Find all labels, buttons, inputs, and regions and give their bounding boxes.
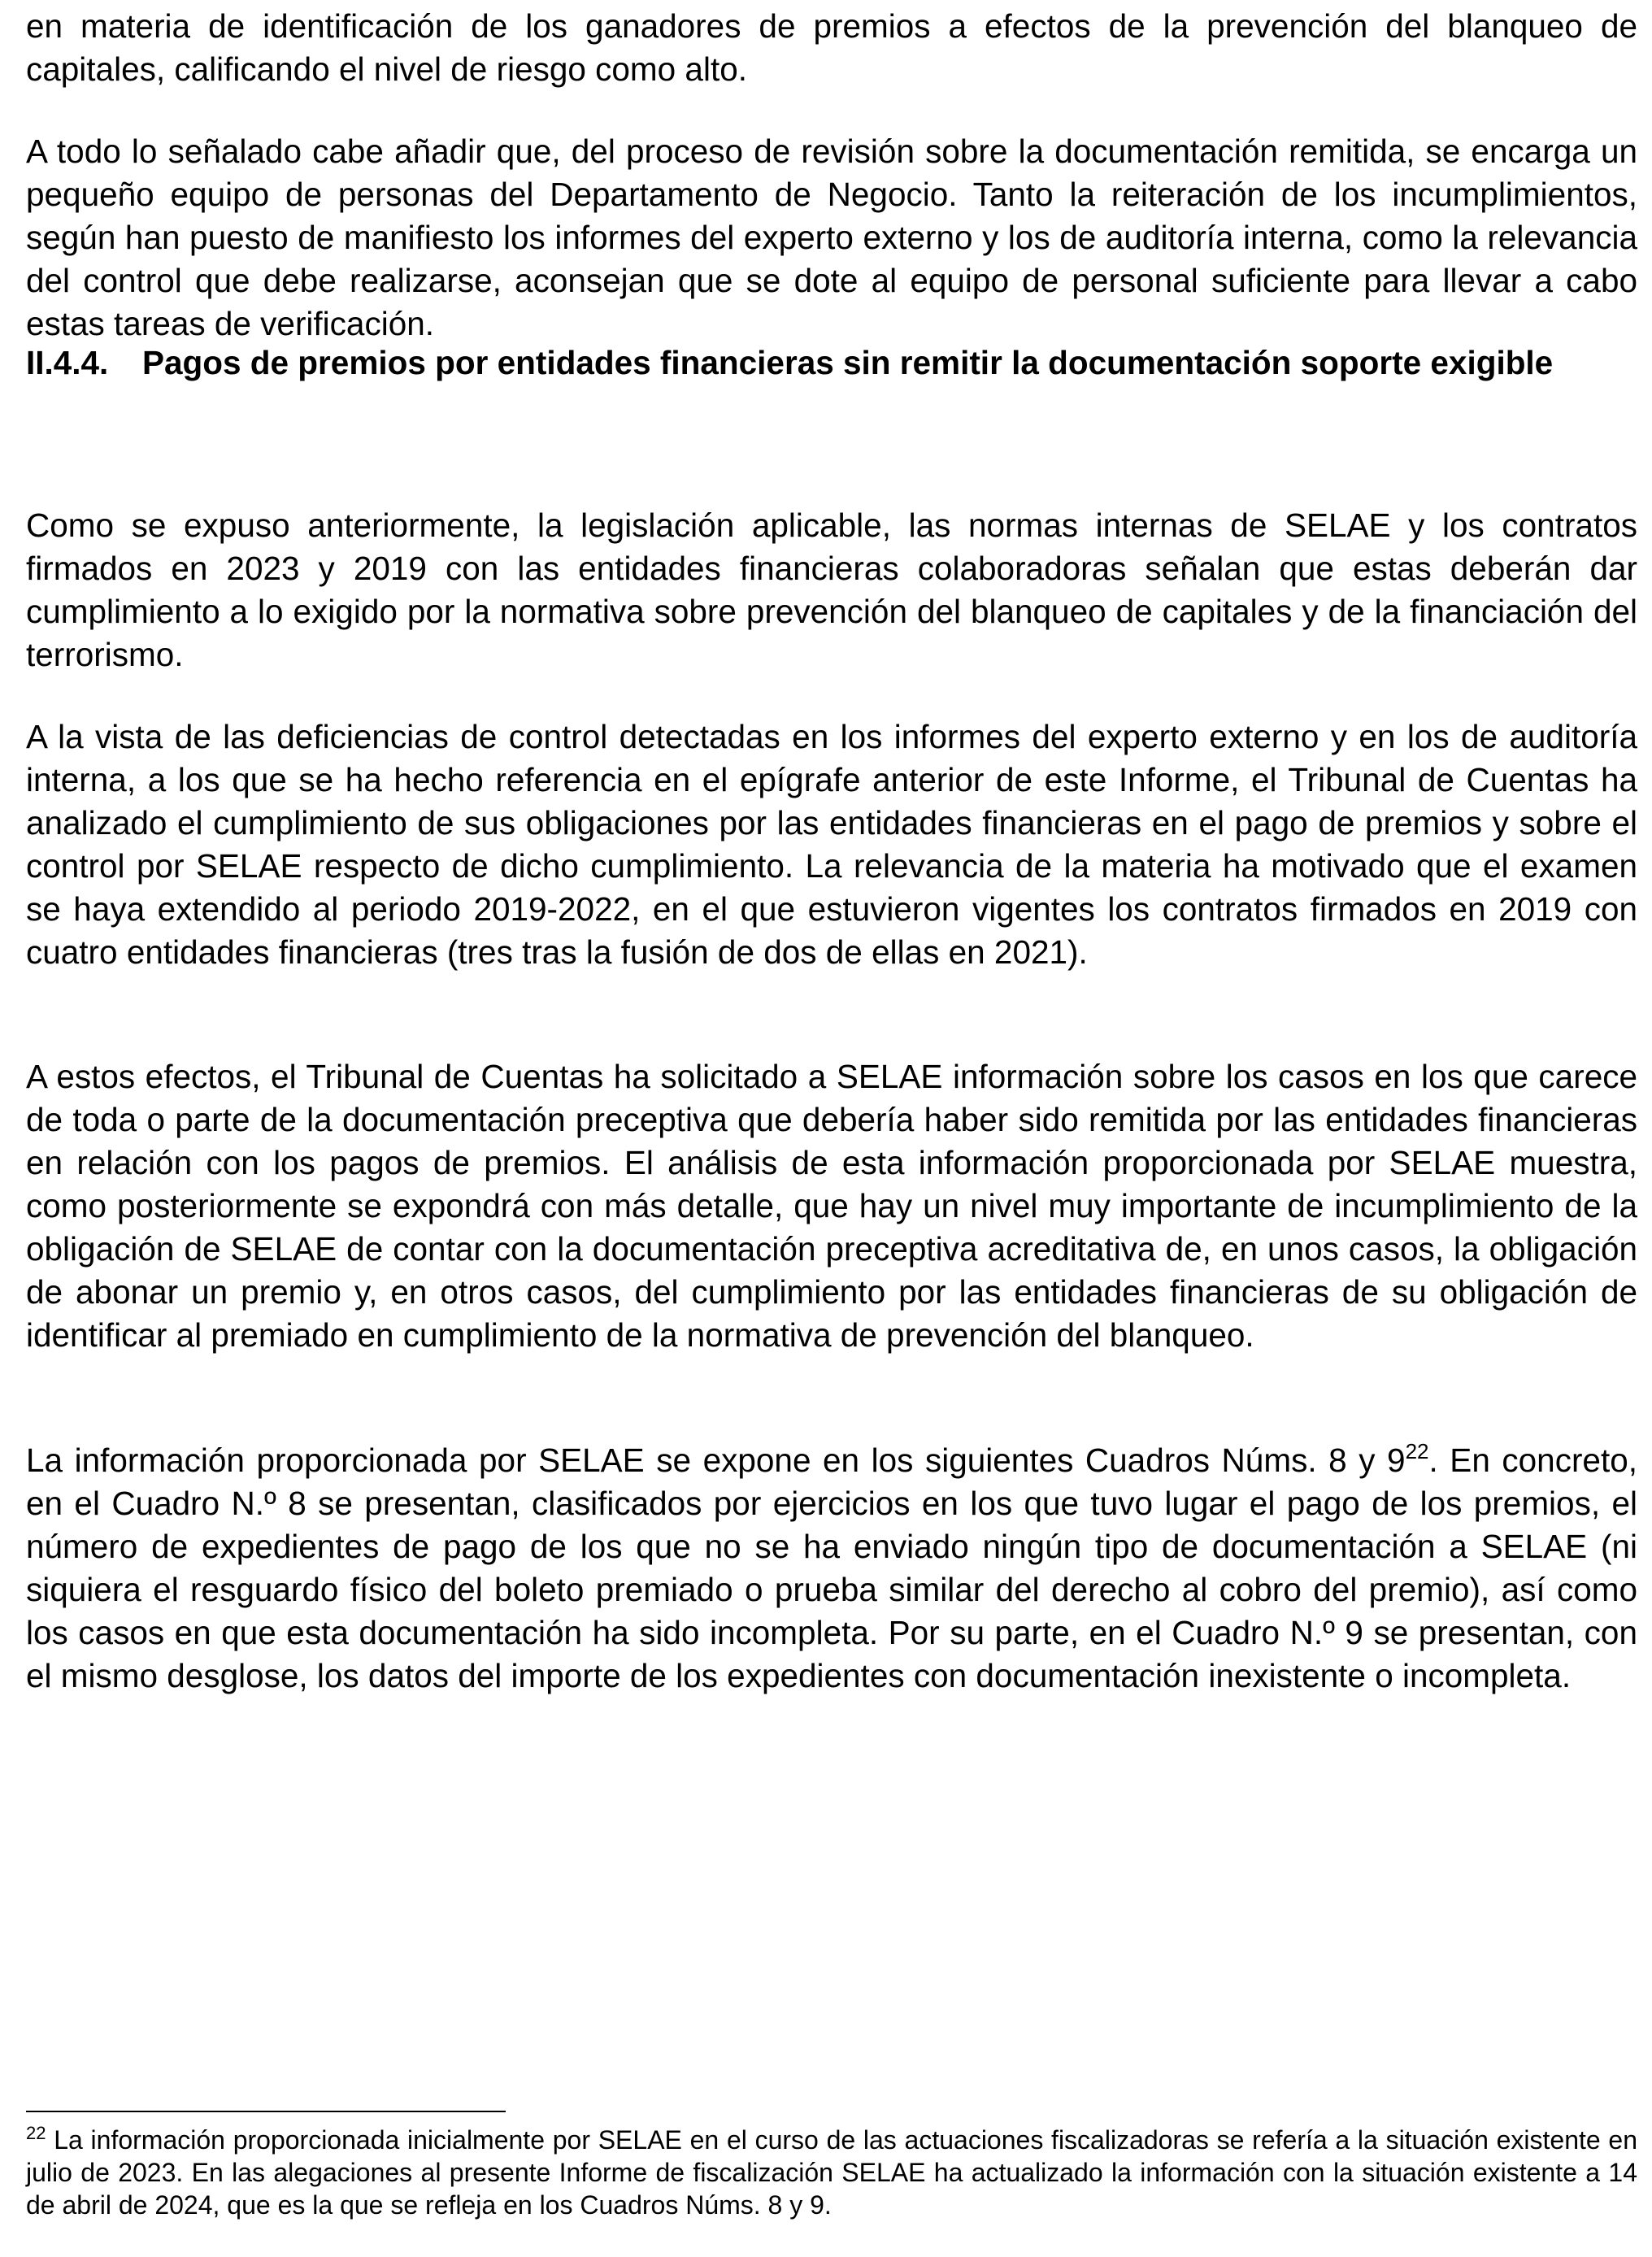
section-heading	[26, 341, 1637, 385]
footnote-text: La información proporcionada inicialmente por SELAE en el curso de las actuaciones fiscalizadoras se refería a la situación existente en julio de 2023. En las alegaciones al presente Informe de fiscalización SELAE ha actualizado la información con la situación existente a 14 de abril de 2024, que es la que se refleja en los Cuadros Núms. 8 y 9.	[26, 2125, 1637, 2220]
paragraph-3: Como se expuso anteriormente, la legislación aplicable, las normas internas de SELAE y los contratos firmados en 2023 y 2019 con las entidades financieras colaboradoras señalan que estas deberán dar cumplimiento a lo exigido por la normativa sobre prevención del blanqueo de capitales y de la financiación del terrorismo.	[26, 507, 1637, 673]
paragraph-5: A estos efectos, el Tribunal de Cuentas ha solicitado a SELAE información sobre los casos en los que carece de toda o parte de la documentación preceptiva que debería haber sido remitida por las entidades financieras en relación con los pagos de premios. El análisis de esta información proporcionada por SELAE muestra, como posteriormente se expondrá con más detalle, que hay un nivel muy importante de incumplimiento de la obligación de SELAE de contar con la documentación preceptiva acreditativa de, en unos casos, la obligación de abonar un premio y, en otros casos, del cumplimiento por las entidades financieras de su obligación de identificar al premiado en cumplimiento de la normativa de prevención del blanqueo.	[26, 1058, 1637, 1354]
section-number: II.4.4.	[26, 344, 109, 381]
paragraph-1: en materia de identificación de los ganadores de premios a efectos de la prevención del blanqueo de capitales, calificando el nivel de riesgo como alto.	[26, 7, 1637, 88]
section-title: Pagos de premios por entidades financieras sin remitir la documentación soporte exigible	[142, 344, 1554, 381]
paragraph-2: A todo lo señalado cabe añadir que, del proceso de revisión sobre la documentación remitida, se encarga un pequeño equipo de personas del Departamento de Negocio. Tanto la reiteración de los incumplimientos, según han puesto de manifiesto los informes del experto externo y los de auditoría interna, como la relevancia del control que debe realizarse, aconsejan que se dote al equipo de personal suficiente para llevar a cabo estas tareas de verificación.	[26, 133, 1637, 342]
footnote-marker: 22	[26, 2123, 46, 2143]
footnote-reference[interactable]: 22	[1405, 1439, 1429, 1463]
footnote-divider	[26, 2111, 506, 2112]
paragraph-6	[26, 1439, 1637, 1698]
paragraph-6-text-start: La información proporcionada por SELAE se expone en los siguientes Cuadros Núms. 8 y 9	[26, 1442, 1406, 1479]
footnote	[26, 2124, 1637, 2221]
paragraph-6-text-end: . En concreto, en el Cuadro N.º 8 se presentan, clasificados por ejercicios en los que tuvo lugar el pago de los premios, el número de expedientes de pago de los que no se ha enviado ningún tipo de documentación a SELAE (ni siquiera el resguardo físico del boleto premiado o prueba similar del derecho al cobro del premio), así como los casos en que esta documentación ha sido incompleta. Por su parte, en el Cuadro N.º 9 se presentan, con el mismo desglose, los datos del importe de los expedientes con documentación inexistente o incompleta.	[26, 1442, 1637, 1694]
paragraph-4: A la vista de las deficiencias de control detectadas en los informes del experto externo y en los de auditoría interna, a los que se ha hecho referencia en el epígrafe anterior de este Informe, el Tribunal de Cuentas ha analizado el cumplimiento de sus obligaciones por las entidades financieras en el pago de premios y sobre el control por SELAE respecto de dicho cumplimiento. La relevancia de la materia ha motivado que el examen se haya extendido al periodo 2019-2022, en el que estuvieron vigentes los contratos firmados en 2019 con cuatro entidades financieras (tres tras la fusión de dos de ellas en 2021).	[26, 718, 1637, 971]
